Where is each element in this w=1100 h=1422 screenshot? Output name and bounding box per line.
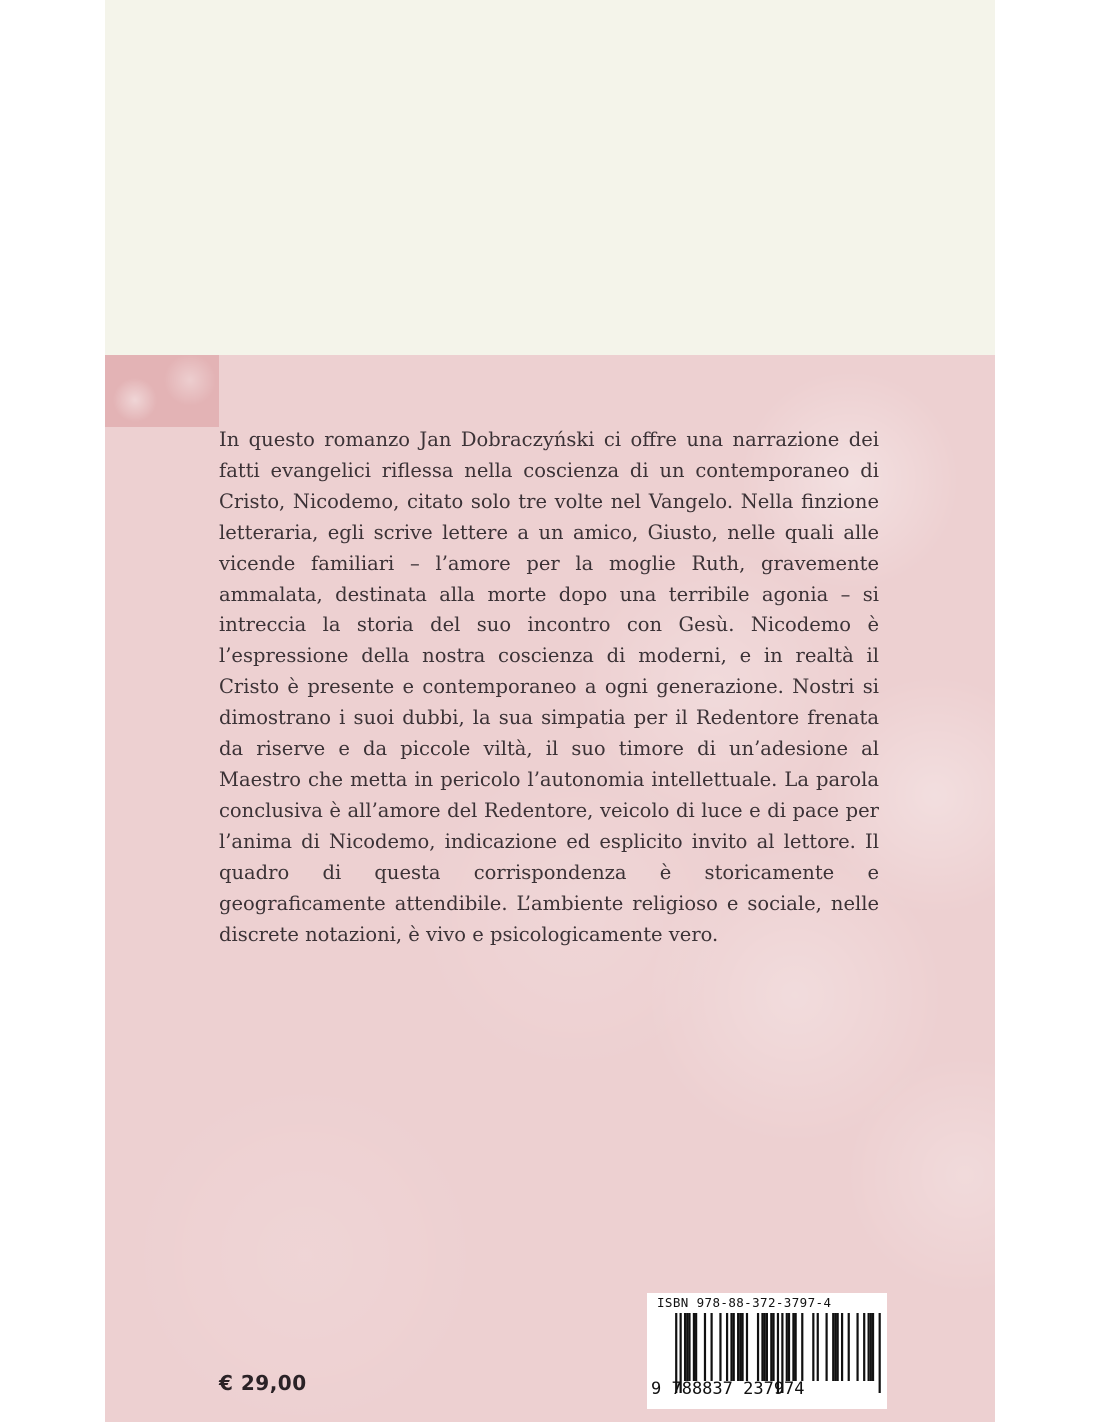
barcode-bar: [733, 1313, 735, 1381]
blurb-text: In questo romanzo Jan Dobraczyński ci offre una narrazione dei fatti evangelici riflessa nella coscienza di un contemporaneo di Cristo, Nicodemo, citato solo tre volte nel Vangelo. Nella finzione letteraria, egli scrive lettere a un amico, Giusto, nelle quali alle vicende familiari – l’amore per la moglie Ruth, gravemente ammalata, destinata alla morte dopo una terribile agonia – si intreccia la storia del suo incontro con Gesù. Nicodemo è l’espressione della nostra coscienza di moderni, e in realtà il Cristo è presente e contemporaneo a ogni generazione. Nostri si dimostrano i suoi dubbi, la sua simpatia per il Redentore frenata da riserve e da piccole viltà, il suo timore di un’adesione al Maestro che metta in pericolo l’autonomia intellettuale. La parola conclusiva è all’amore del Redentore, veicolo di luce e di pace per l’anima di Nicodemo, indicazione ed esplicito invito al lettore. Il quadro di questa corrispondenza è storicamente e geograficamente attendibile. L’ambiente religioso e sociale, nelle discrete notazioni, è vivo e psicologicamente vero.: [219, 428, 879, 946]
barcode-bar: [834, 1313, 836, 1381]
barcode-bar: [737, 1313, 739, 1381]
barcode-bar: [766, 1313, 768, 1381]
barcode-bar: [879, 1313, 881, 1393]
barcode-bar: [770, 1313, 772, 1381]
barcode-bar: [786, 1313, 788, 1381]
barcode-bar: [704, 1313, 706, 1381]
barcode-digits: 9 788837 237974: [651, 1379, 805, 1399]
barcode-bar: [695, 1313, 697, 1381]
barcode-block: [647, 1293, 887, 1409]
barcode-bar: [741, 1313, 743, 1381]
barcode-bar: [817, 1313, 819, 1381]
barcode-bar: [746, 1313, 748, 1381]
barcode-bar: [848, 1313, 850, 1381]
barcode-bar: [832, 1313, 834, 1381]
barcode-bar: [863, 1313, 865, 1381]
barcode-bar: [788, 1313, 790, 1381]
barcode-bar: [801, 1313, 803, 1381]
isbn-label: ISBN 978-88-372-3797-4: [657, 1295, 832, 1310]
barcode-bar: [688, 1313, 690, 1381]
barcode-bar: [812, 1313, 814, 1381]
barcode-bar: [686, 1313, 688, 1381]
corner-decoration: [105, 355, 219, 427]
barcode-bar: [841, 1313, 843, 1381]
barcode-bar: [826, 1313, 828, 1381]
barcode-bar: [792, 1313, 794, 1381]
barcode-bar: [693, 1313, 695, 1381]
barcode-bar: [757, 1313, 759, 1381]
top-panel: [105, 0, 995, 355]
barcode-bar: [837, 1313, 839, 1381]
barcode-bar: [711, 1313, 713, 1381]
barcode-bar: [719, 1313, 721, 1381]
barcode-bar: [870, 1313, 872, 1381]
barcode-bar: [726, 1313, 728, 1381]
price-label: € 29,00: [219, 1371, 307, 1395]
bottom-panel: [105, 355, 995, 1422]
barcode-bar: [872, 1313, 874, 1381]
back-cover: [105, 0, 995, 1422]
barcode-bar: [684, 1313, 686, 1381]
barcode-bar: [856, 1313, 858, 1381]
barcode-bar: [868, 1313, 870, 1381]
barcode-bar: [761, 1313, 763, 1381]
barcode-bar: [764, 1313, 766, 1381]
barcode-bar: [772, 1313, 774, 1381]
barcode-bar: [795, 1313, 797, 1381]
barcode-bar: [739, 1313, 741, 1381]
barcode-bar: [730, 1313, 732, 1381]
